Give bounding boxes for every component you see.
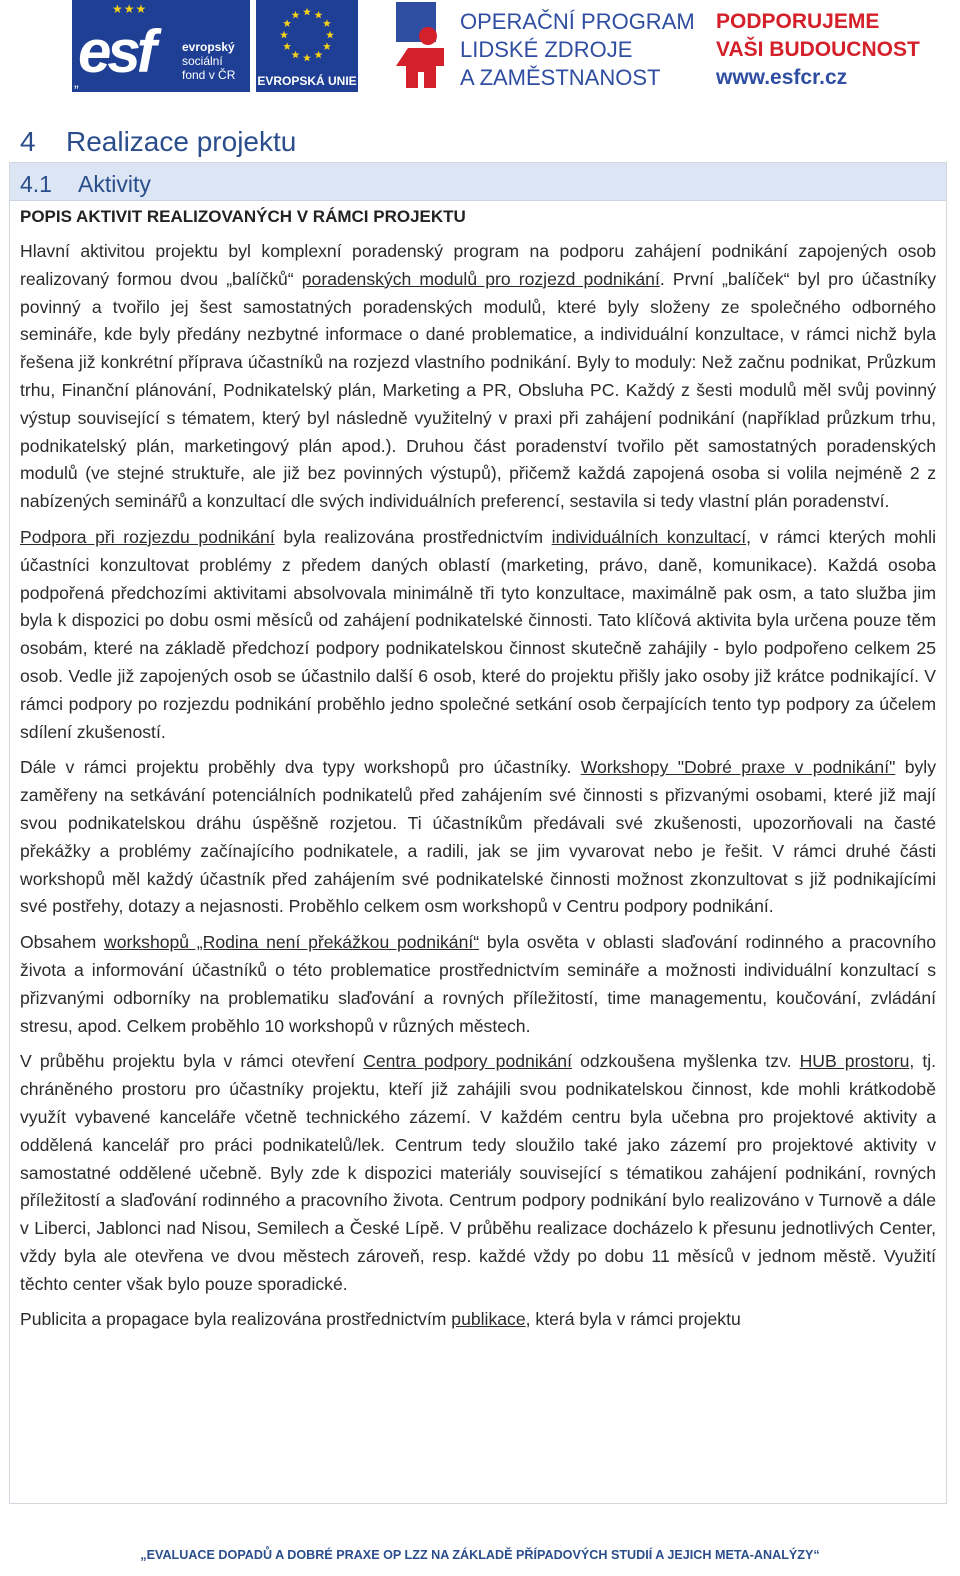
esf-claim-line2: sociální [182,54,223,68]
link-hub-prostoru[interactable]: HUB prostoru [799,1051,910,1072]
subheading: POPIS AKTIVIT REALIZOVANÝCH V RÁMCI PROJEKTU [20,207,466,226]
paragraph-text: byla osvěta v oblasti slaďování rodinného a pracovního života a informování účastníků o této problematice prostřednictvím semináře a možnosti individuální konzultací s přizvanými odborníky na problematiku slaďování a rovných příležitostí, time managementu, koučování, zvládání stresu, apod. Celkem proběhlo 10 workshopů v různých městech. [20,932,937,1036]
eu-stars-icon: ★★★ [112,2,148,16]
eu-logo-label: EVROPSKÁ UNIE [257,74,357,88]
eu-stars-circle-icon [276,4,338,66]
link-poradenske-moduly[interactable]: poradenských modulů pro rozjezd podnikání [301,268,660,289]
esf-logo [72,0,250,92]
eu-star-icon [303,8,311,16]
paragraph-1 [20,238,936,516]
document-body [20,238,936,1342]
esf-logo-letters: esf [78,18,153,85]
link-workshopy-rodina[interactable]: workshopů „Rodina není překážkou podnikání“ [104,932,480,953]
support-line1: PODPORUJEME [716,10,880,33]
eu-star-icon [315,51,323,59]
chapter-number: 4 [20,126,36,157]
esf-claim-line1: evropský [182,40,235,54]
eu-star-icon [292,11,300,19]
section-number: 4.1 [20,171,52,197]
page-footer: „EVALUACE DOPADŮ A DOBRÉ PRAXE OP LZZ NA ZÁKLADĚ PŘÍPADOVÝCH STUDIÍ A JEJICH META-ANALÝZY“ [140,1548,820,1562]
oplzz-figure-icon [388,2,450,88]
paragraph-6 [20,1306,936,1334]
link-centra-podpory[interactable]: Centra podpory podnikání [363,1051,572,1072]
paragraph-text: Hlavní aktivitou projektu byl komplexní poradenský program na podporu zahájení podnikání zapojených osob realizovaný formou dvou „balíčků“ [20,241,936,289]
chapter-title: Realizace projektu [66,126,297,157]
section-title: Aktivity [78,171,151,197]
oplzz-line1: OPERAČNÍ PROGRAM [460,9,695,34]
paragraph-text: . První „balíček“ byl pro účastníky povinný a tvořilo jej šest samostatných poradenských modulů, které byly složeny ze společného odborného semináře, kde byly předány nezbytné informace o dané problematice, a individuální konzultace, v rámci nichž byla řešena již konkrétní příprava účastníků na rozjezd vlastního podnikání. Byly to moduly: Než začnu podnikat, Průzkum trhu, Finanční plánování, Podnikatelský plán, Marketing a PR, Obsluha PC. Každý z šesti modulů měl svůj povinný výstup související s tématem, který byl následně využitelný v praxi při zahájení podnikání (například průzkum trhu, podnikatelský plán, marketingový plán apod.). Druhou část poradenství tvořilo pět samostatných poradenských modulů (ve stejné struktuře, ale již bez povinných výstupů), přičemž každá zapojená osoba si volila nejméně 2 z nabízených seminářů a konzultací dle svých individuálních preferencí, sestavila si tedy vlastní plán poradenství. [20,268,937,512]
link-publikace[interactable]: publikace [451,1309,526,1330]
link-individualni-konzultace[interactable]: individuálních konzultací [551,526,747,547]
paragraph-text: , tj. chráněného prostoru pro účastníky projektu, kteří již zahájili svou podnikatelskou činnost, kde mohli krátkodobě využít vybavené kanceláře včetně technického zázemí. V každém centru byla učebna pro projektové aktivity a oddělená kancelář pro práci podnikatelů/lek. Centrum tedy sloužilo také jako zázemí pro projektové aktivity v samostatné oddělené učebně. Byly zde k dispozici materiály související s tématikou zahájení podnikání, rovných příležitostí a slaďování rodinného a pracovního života. Centrum podpory podnikání bylo realizováno v Turnově a dále v Liberci, Jablonci nad Nisou, Semilech a České Lípě. V průběhu realizace docházelo k přesunu jednotlivých Center, vždy byla ale otevřena ve dvou městech zároveň, resp. každé vždy po dobu 11 měsíců v jednom městě. Využití těchto center však bylo pouze sporadické. [20,1051,937,1294]
eu-star-icon [283,42,291,50]
support-slogan [716,8,920,92]
paragraph-text: byla realizována prostřednictvím [274,526,552,547]
support-line2: VAŠI BUDOUCNOST [716,38,920,61]
paragraph-text: V průběhu projektu byla v rámci otevření [20,1051,364,1072]
esf-quote-mark: „ [74,74,79,90]
eu-star-icon [283,19,291,27]
link-podpora-pri-rozjezdu[interactable]: Podpora při rozjezdu podnikání [20,526,275,547]
paragraph-text: Obsahem [20,932,104,953]
eu-star-icon [323,19,331,27]
section-heading [20,168,151,200]
paragraph-5 [20,1048,936,1298]
logo-header [0,0,960,100]
eu-star-icon [303,54,311,62]
oplzz-logo-text [460,8,695,92]
paragraph-4 [20,929,936,1040]
paragraph-2 [20,524,936,746]
esf-logo-claim [182,40,235,82]
paragraph-text: Dále v rámci projektu proběhly dva typy workshopů pro účastníky. [20,757,581,778]
eu-star-icon [280,31,288,39]
oplzz-line3: A ZAMĚSTNANOST [460,65,661,90]
oplzz-line2: LIDSKÉ ZDROJE [460,37,633,62]
paragraph-text: , která byla v rámci projektu [525,1309,741,1330]
esf-claim-line3: fond v ČR [182,68,236,82]
link-workshopy-dobre-praxe[interactable]: Workshopy "Dobré praxe v podnikání" [580,757,896,778]
paragraph-text: byly zaměřeny na setkávání potenciálních podnikatelů před zahájením své činnosti s přizvanými osobami, které již mají svou podnikatelskou dráhu úspěšně rozjetou. Ti účastníkům předávali své zkušenosti, upozorňovali na časté překážky a problémy začínajícího podnikatele, a radili, jak se jim vyvarovat nebo je řešit. V rámci druhé části workshopů měl každý účastník před zahájením své podnikatelské činnosti možnost zkonzultovat s již podnikajícími své postřehy, dotazy a nejasnosti. Proběhlo celkem osm workshopů v Centru podpory podnikání. [20,757,936,917]
eu-flag-logo [256,0,358,92]
eu-star-icon [315,11,323,19]
eu-star-icon [323,42,331,50]
esf-url-link[interactable]: www.esfcr.cz [716,66,848,89]
paragraph-text: , v rámci kterých mohli účastníci konzultovat problémy z předem daných oblastí (marketing, právo, daně, komunikace). Každá osoba podpořená předchozími aktivitami absolvovala minimálně tři tyto konzultace, maximálně pak osm, a tato služba jim byla k dispozici po dobu osmi měsíců od zahájení podnikatelské činnosti. Tato klíčová aktivita byla určena pouze těm osobám, které na základě předchozí podpory podnikatelskou činnost skutečně zahájily - bylo podpořeno celkem 25 osob. Vedle již zapojených osob se účastnilo další 6 osob, které do projektu přišly jako osoby již krátce podnikající. V rámci podpory po rozjezdu podnikání proběhlo jedno společné setkání osob čerpajících tento typ podpory za účelem sdílení zkušeností. [20,526,936,742]
paragraph-text: Publicita a propagace byla realizována prostřednictvím [20,1309,452,1330]
paragraph-3 [20,754,936,921]
eu-star-icon [292,51,300,59]
chapter-heading [20,124,296,160]
eu-star-icon [326,31,334,39]
paragraph-text: odzkoušena myšlenka tzv. [571,1051,800,1072]
